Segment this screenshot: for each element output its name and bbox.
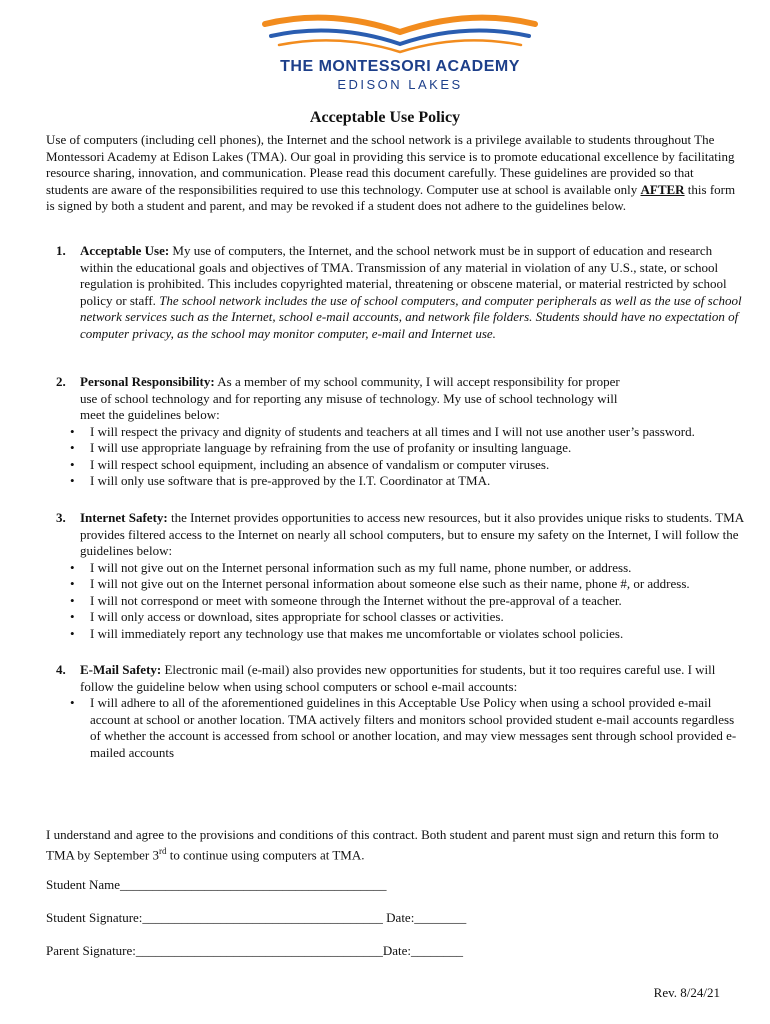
intro-text-after: this form is signed by both a student and parent, and may be revoked if a student does not adhere to the guidelines below.: [46, 181, 736, 213]
bullet-icon: •: [70, 473, 75, 488]
agreement-text-before: I understand and agree to the provisions and conditions of this contract. Both student and parent must sign and return this form to TMA by September 3: [46, 827, 719, 863]
bullet-icon: •: [70, 440, 75, 455]
list-item-text: I will not give out on the Internet personal information such as my full name, phone number, or address.: [90, 559, 632, 575]
school-logo: [250, 14, 550, 104]
bullet-icon: •: [70, 559, 75, 575]
bullet-icon: •: [70, 592, 75, 608]
intro-text-before: Use of computers (including cell phones), the Internet and the school network is a privilege available to students throughout The Montessori Academy at Edison Lakes (TMA). Our goal in providing this service is to promote educational excellence by facilitating resource sharing, innovation, and communication. Please read this document carefully. These guidelines are provided so that students are aware of the responsibilities required to use this technology. Computer use at school is available only: [46, 132, 735, 197]
bullet-list: [70, 559, 746, 643]
page-title: Acceptable Use Policy: [309, 109, 461, 126]
section-personal-responsibility: [46, 374, 746, 490]
section-text: Electronic mail (e-mail) also provides new opportunities for students, but it too requires careful use. I will follow the guideline below when using school computers or school e-mail accounts:: [80, 662, 716, 694]
list-item-text: I will adhere to all of the aforementioned guidelines in this Acceptable Use Policy when using a school provided e-mail account at school or another location. TMA actively filters and monitors school provided student e-mail accounts regardless of whether the account is accessed from school or another location, and may view messages sent through school provided e-mailed accounts: [90, 695, 737, 760]
open-book-icon: [255, 14, 545, 56]
bullet-icon: •: [70, 695, 75, 710]
bullet-list: [70, 423, 746, 490]
logo-campus-name: EDISON LAKES: [337, 77, 463, 92]
revision-date: Rev. 8/24/21: [653, 985, 720, 1000]
list-item: [46, 576, 746, 593]
agreement-superscript: rd: [159, 846, 167, 856]
list-item: [46, 473, 746, 490]
section-number: 1.: [56, 243, 66, 258]
list-item: [46, 440, 746, 457]
intro-emphasis: AFTER: [640, 181, 685, 197]
list-item-text: I will immediately report any technology use that makes me uncomfortable or violates school policies.: [90, 625, 624, 641]
section-number: 3.: [56, 510, 66, 525]
list-item-text: I will only access or download, sites appropriate for school classes or activities.: [90, 609, 504, 624]
list-item-text: I will respect the privacy and dignity of students and teachers at all times and I will not use another user’s password.: [90, 423, 695, 439]
student-signature-line[interactable]: Student Signature:_____________________________________ Date:________: [46, 910, 467, 925]
list-item-text: I will use appropriate language by refraining from the use of profanity or insulting language.: [90, 440, 572, 455]
list-item-text: I will not give out on the Internet personal information about someone else such as their name, phone #, or address.: [90, 576, 690, 591]
list-item: [46, 560, 746, 577]
logo-school-name: THE MONTESSORI ACADEMY: [280, 58, 520, 75]
section-text: the Internet provides opportunities to access new resources, but it also provides unique risks to students. TMA provides filtered access to the Internet on nearly all school computers, but to ensure my safety on the Internet, I will follow the guidelines below:: [80, 510, 744, 558]
section-acceptable-use: [46, 243, 746, 342]
intro-paragraph: [46, 132, 736, 215]
section-heading: E-Mail Safety:: [80, 662, 162, 677]
section-internet-safety: [46, 510, 746, 642]
bullet-icon: •: [70, 423, 75, 439]
list-item: [46, 593, 746, 610]
list-item-text: I will only use software that is pre-approved by the I.T. Coordinator at TMA.: [90, 473, 491, 488]
list-item-text: I will respect school equipment, including an absence of vandalism or computer viruses.: [90, 456, 550, 472]
list-item: [46, 424, 746, 441]
list-item: [46, 609, 746, 626]
bullet-icon: •: [70, 576, 75, 591]
student-name-line[interactable]: Student Name_________________________________________: [46, 877, 387, 892]
section-italic-text: The school network includes the use of school computers, and computer peripherals as well as the use of school network services such as the Internet, school e-mail accounts, and network file folders. Students should have no expectation of computer privacy, as the school may monitor computer, e-mail and Internet use.: [80, 292, 742, 341]
bullet-icon: •: [70, 456, 75, 472]
list-item-text: I will not correspond or meet with someone through the Internet without the pre-approval of a teacher.: [90, 592, 622, 608]
section-number: 2.: [56, 374, 66, 389]
section-number: 4.: [56, 662, 66, 677]
agreement-text-after: to continue using computers at TMA.: [166, 847, 365, 863]
section-heading: Acceptable Use:: [80, 243, 170, 258]
section-text: My use of computers, the Internet, and the school network must be in support of education and research within the educational goals and objectives of TMA. Transmission of any material in violation of any U.S., state, or school regulation is prohibited. This includes copyrighted material, threatening or obscene material, or material restricted by school policy or staff.: [80, 243, 727, 308]
list-item: [46, 457, 746, 474]
list-item: [46, 695, 746, 761]
agreement-paragraph: [46, 826, 736, 863]
bullet-icon: •: [70, 609, 75, 624]
section-heading: Internet Safety:: [80, 510, 168, 525]
section-email-safety: [46, 662, 746, 761]
section-heading: Personal Responsibility:: [80, 374, 215, 389]
bullet-list: [70, 695, 746, 761]
bullet-icon: •: [70, 625, 75, 641]
parent-signature-line[interactable]: Parent Signature:______________________________________Date:________: [46, 943, 464, 958]
list-item: [46, 626, 746, 643]
section-text: As a member of my school community, I will accept responsibility for proper use of school technology and for reporting any misuse of technology. My use of school technology will meet the guidelines below:: [80, 374, 620, 422]
